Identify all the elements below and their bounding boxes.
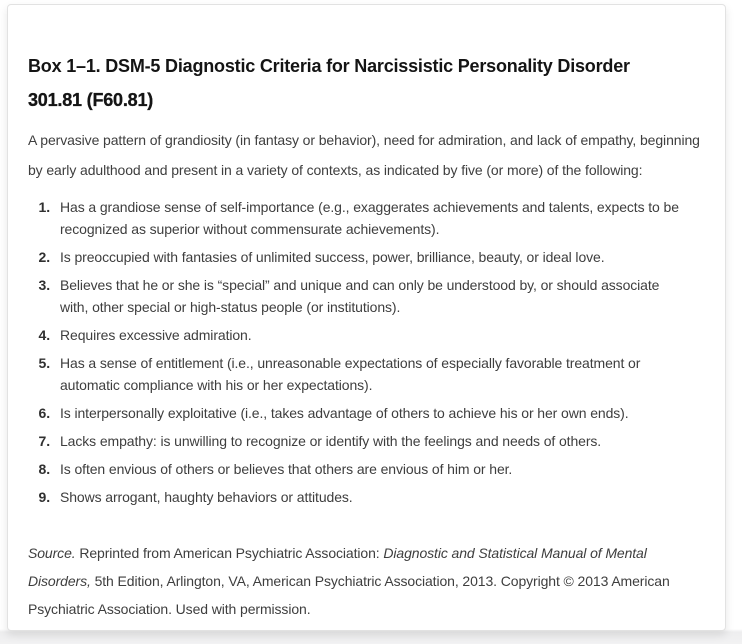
- criterion-row: [28, 352, 701, 396]
- criterion-row: [28, 196, 701, 240]
- criterion-row: [28, 486, 701, 508]
- criterion-number: 5.: [38, 355, 50, 371]
- criterion-text: Has a grandiose sense of self-importance (e.g., exaggerates achievements and talents, expects to be recognized as superior without commensurate achievements).: [60, 199, 679, 237]
- criterion-number: 7.: [38, 433, 50, 449]
- criterion-row: [28, 458, 701, 480]
- criterion-number: 6.: [38, 405, 50, 421]
- box-title: [28, 49, 688, 117]
- criterion-row: [28, 274, 701, 318]
- criterion-row: [28, 430, 701, 452]
- criterion-number: 1.: [38, 199, 50, 215]
- criterion-row: [28, 402, 701, 424]
- criterion-number: 8.: [38, 461, 50, 477]
- box-title-diagnostic-code: 301.81 (F60.81): [28, 90, 154, 110]
- intro-paragraph: A pervasive pattern of grandiosity (in fantasy or behavior), need for admiration, and lack of empathy, beginning by early adulthood and present in a variety of contexts, as indicated by five (or more) of the following:: [28, 132, 700, 178]
- source-label: Source.: [28, 545, 76, 561]
- criterion-text: Is interpersonally exploitative (i.e., takes advantage of others to achieve his or her own ends).: [60, 405, 629, 421]
- criterion-text: Has a sense of entitlement (i.e., unreasonable expectations of especially favorable treatment or automatic compliance with his or her expectations).: [60, 355, 641, 393]
- criterion-row: [28, 324, 701, 346]
- criteria-box-card: [7, 4, 726, 631]
- source-text-pre: Reprinted from American Psychiatric Association:: [75, 545, 384, 561]
- criterion-text: Shows arrogant, haughty behaviors or attitudes.: [60, 489, 353, 505]
- criterion-text: Is often envious of others or believes that others are envious of him or her.: [60, 461, 513, 477]
- criterion-text: Is preoccupied with fantasies of unlimited success, power, brilliance, beauty, or ideal love.: [60, 249, 605, 265]
- box-title-main: Box 1–1. DSM-5 Diagnostic Criteria for Narcissistic Personality Disorder: [28, 56, 630, 76]
- source-work-title: Diagnostic and Statistical Manual of Mental Disorders,: [28, 545, 647, 589]
- criterion-text: Lacks empathy: is unwilling to recognize or identify with the feelings and needs of others.: [60, 433, 602, 449]
- criterion-text: Requires excessive admiration.: [60, 327, 252, 343]
- source-citation: [28, 539, 700, 623]
- criterion-number: 3.: [38, 277, 50, 293]
- criterion-text: Believes that he or she is “special” and unique and can only be understood by, or should associate with, other special or high-status people (or institutions).: [60, 277, 660, 315]
- criterion-number: 4.: [38, 327, 50, 343]
- criteria-list: [28, 196, 701, 508]
- criterion-number: 2.: [38, 249, 50, 265]
- source-text-post: 5th Edition, Arlington, VA, American Psychiatric Association, 2013. Copyright © 2013 American Psychiatric Association. Used with permission.: [28, 573, 670, 617]
- criterion-number: 9.: [38, 489, 50, 505]
- criterion-row: [28, 246, 701, 268]
